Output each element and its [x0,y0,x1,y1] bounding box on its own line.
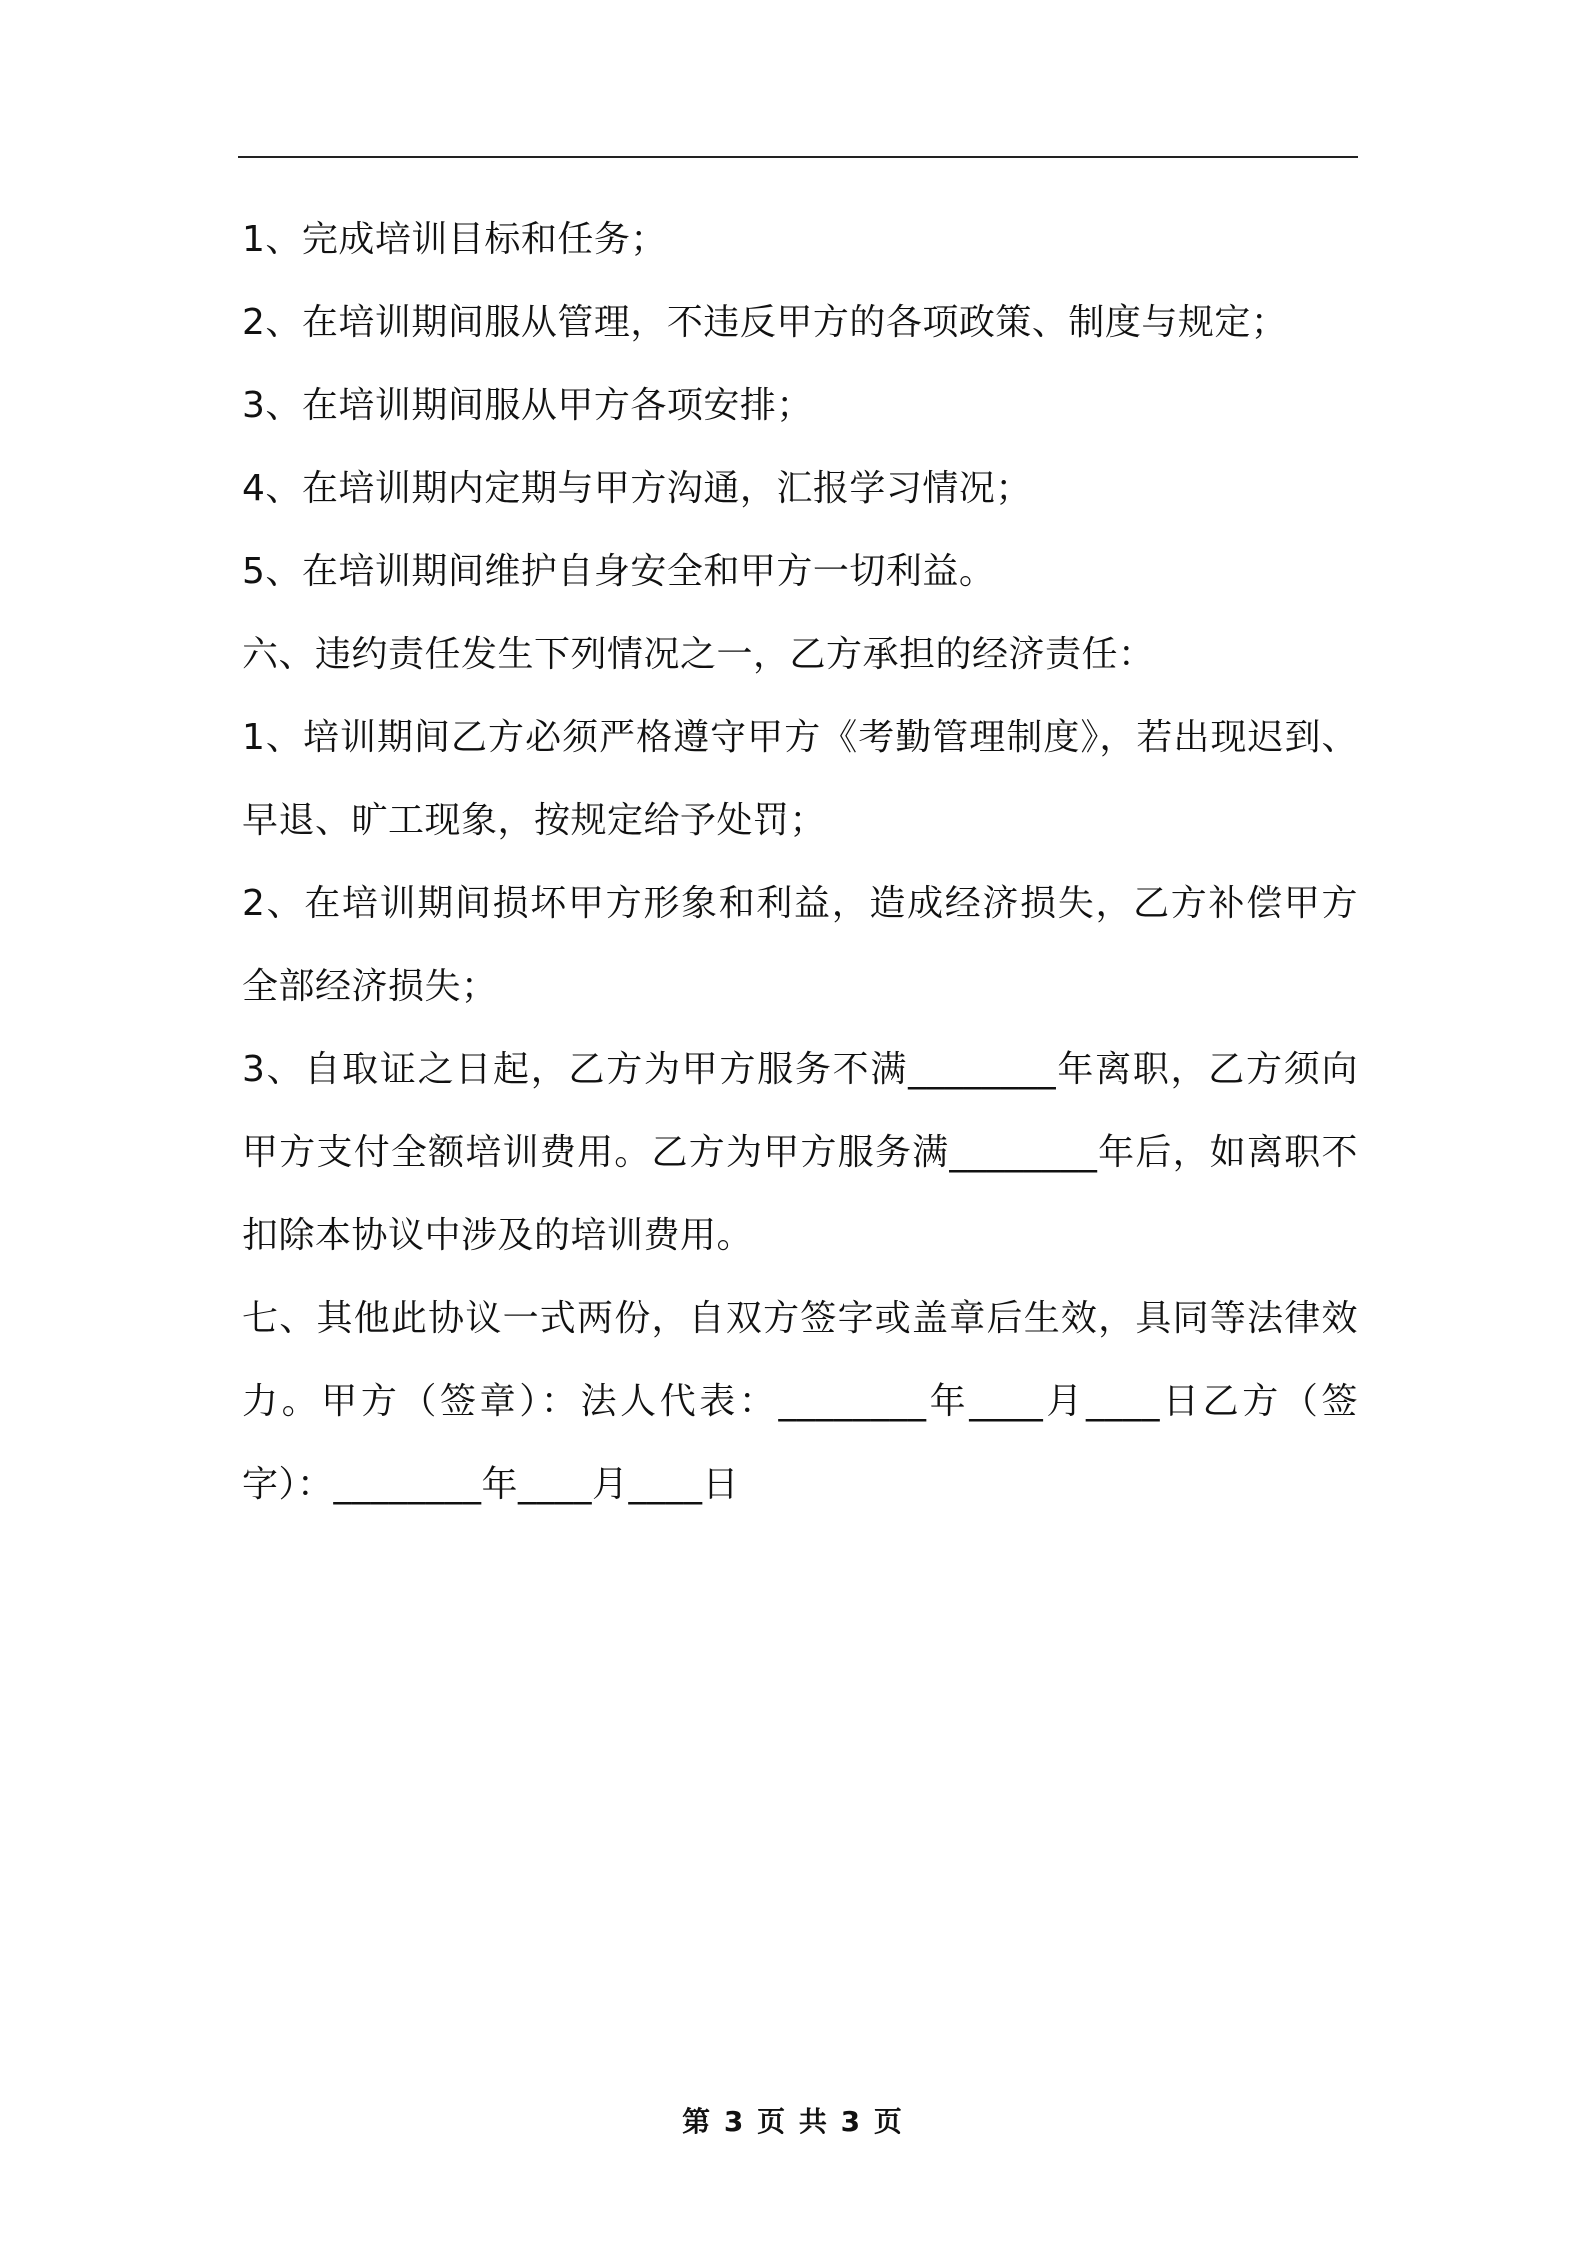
section-other-signatures: 七、其他此协议一式两份，自双方签字或盖章后生效，具同等法律效力。甲方（签章）：法人代表：________年____月____日乙方（签字）：________年____月____日 [242,1298,1358,1505]
header-divider [238,156,1358,158]
clause-paragraph: 2、在培训期间损坏甲方形象和利益，造成经济损失，乙方补偿甲方全部经济损失； [242,883,1358,1007]
clause-paragraph: 1、培训期间乙方必须严格遵守甲方《考勤管理制度》，若出现迟到、早退、旷工现象，按规定给予处罚； [242,717,1358,841]
section-heading-liability: 六、违约责任发生下列情况之一，乙方承担的经济责任： [242,634,1155,675]
page-number: 第 3 页 共 3 页 [682,2105,904,2138]
clause-paragraph: 5、在培训期间维护自身安全和甲方一切利益。 [242,551,996,592]
clause-paragraph: 3、在培训期间服从甲方各项安排； [242,385,813,426]
clause-paragraph: 4、在培训期内定期与甲方沟通，汇报学习情况； [242,468,1032,509]
clause-paragraph: 3、自取证之日起，乙方为甲方服务不满________年离职，乙方须向甲方支付全额培训费用。乙方为甲方服务满________年后，如离职不扣除本协议中涉及的培训费用。 [242,1049,1358,1256]
document-body [242,198,1358,1526]
clause-paragraph: 2、在培训期间服从管理，不违反甲方的各项政策、制度与规定； [242,302,1288,343]
clause-paragraph: 1、完成培训目标和任务； [242,219,667,260]
